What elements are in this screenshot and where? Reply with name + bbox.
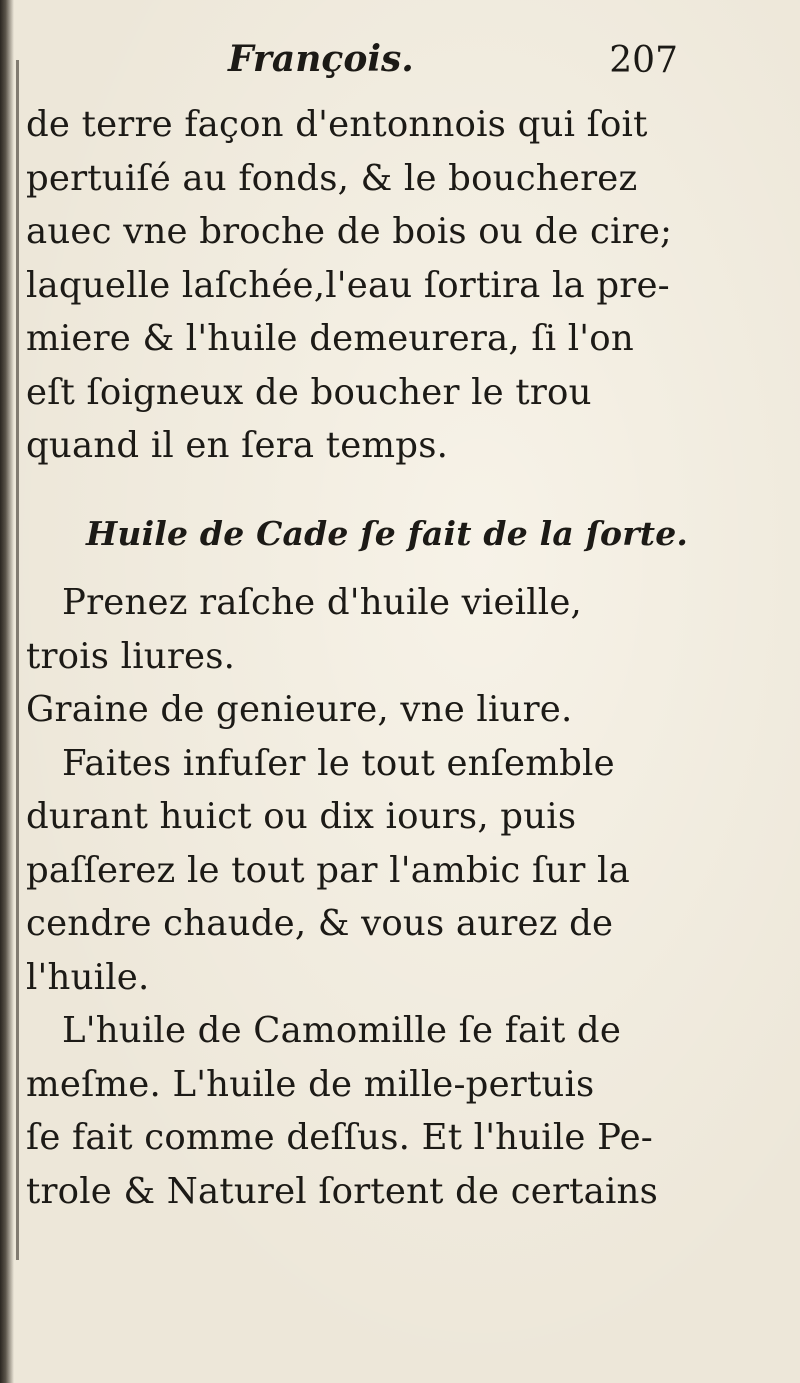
text-line: Prenez raſche d'huile vieille,: [62, 582, 583, 623]
text-line: miere & l'huile demeurera, ſi l'on: [26, 318, 634, 359]
section-heading: Huile de Cade ſe fait de la ſorte.: [86, 513, 689, 553]
body-text: [26, 98, 689, 1218]
gutter-shadow: [16, 60, 19, 1260]
page-gutter: [0, 0, 14, 1383]
text-line: paſſerez le tout par l'ambic ſur la: [26, 849, 630, 891]
running-head: [28, 38, 678, 88]
text-line: cendre chaude, & vous aurez de: [26, 903, 614, 944]
text-line: eſt ſoigneux de boucher le trou: [26, 371, 592, 413]
running-title: François.: [228, 38, 414, 80]
text-line: trois liures.: [26, 635, 236, 677]
text-line: laquelle laſchée,l'eau ſortira la pre-: [26, 264, 670, 306]
text-line: de terre façon d'entonnois qui ſoit: [26, 104, 648, 145]
text-line: Faites infuſer le tout enſemble: [62, 742, 615, 784]
text-line: pertuiſé au fonds, & le boucherez: [26, 157, 638, 199]
page-number: 207: [609, 40, 678, 81]
text-line: Graine de genieure, vne liure.: [26, 689, 573, 730]
text-line: l'huile.: [26, 956, 150, 998]
text-line: durant huict ou dix iours, puis: [26, 796, 577, 837]
text-line: ſe fait comme deſſus. Et l'huile Pe-: [26, 1117, 653, 1158]
text-line: L'huile de Camomille ſe fait de: [62, 1010, 622, 1051]
text-line: quand il en ſera temps.: [26, 425, 449, 466]
text-line: meſme. L'huile de mille-pertuis: [26, 1063, 595, 1105]
text-line: trole & Naturel ſortent de certains: [26, 1170, 659, 1212]
text-line: auec vne broche de bois ou de cire;: [26, 211, 673, 252]
